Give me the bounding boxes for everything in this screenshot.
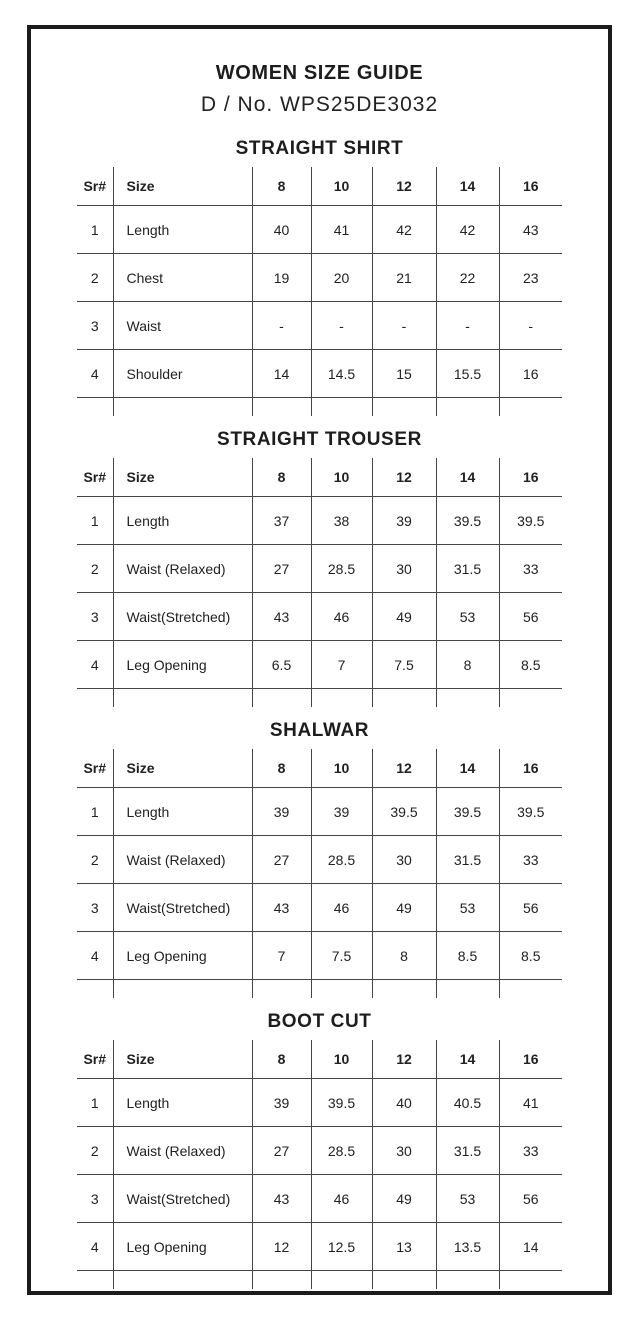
stub-cell xyxy=(311,980,372,999)
table-row xyxy=(77,1175,562,1223)
table-row xyxy=(77,206,562,254)
cell-sr: 1 xyxy=(77,1079,113,1127)
header-cell-size: Size xyxy=(113,458,252,497)
table-row xyxy=(77,350,562,398)
cell-value: 7 xyxy=(311,641,372,689)
stub-cell xyxy=(113,398,252,417)
table-row xyxy=(77,1127,562,1175)
header-cell-size-value: 12 xyxy=(372,1040,436,1079)
cell-measurement-label: Length xyxy=(113,497,252,545)
cell-sr: 2 xyxy=(77,836,113,884)
header-cell-size-value: 8 xyxy=(252,1040,311,1079)
size-section xyxy=(31,1010,608,1289)
section-title: STRAIGHT SHIRT xyxy=(235,138,404,159)
table-stub-row xyxy=(77,689,562,708)
cell-value: 14 xyxy=(252,350,311,398)
cell-value: 15 xyxy=(372,350,436,398)
cell-value: 39 xyxy=(311,788,372,836)
cell-sr: 3 xyxy=(77,302,113,350)
cell-value: 8 xyxy=(436,641,499,689)
cell-sr: 4 xyxy=(77,932,113,980)
table-header-row xyxy=(77,1040,562,1079)
cell-value: 31.5 xyxy=(436,836,499,884)
header-cell-size: Size xyxy=(113,167,252,206)
cell-value: 43 xyxy=(252,593,311,641)
cell-value: 38 xyxy=(311,497,372,545)
cell-value: 39.5 xyxy=(436,788,499,836)
size-section xyxy=(31,137,608,416)
cell-value: 15.5 xyxy=(436,350,499,398)
cell-value: 39 xyxy=(372,497,436,545)
stub-cell xyxy=(436,1271,499,1290)
cell-value: 30 xyxy=(372,836,436,884)
table-row xyxy=(77,1079,562,1127)
cell-measurement-label: Waist (Relaxed) xyxy=(113,1127,252,1175)
cell-value: 46 xyxy=(311,884,372,932)
cell-value: 39.5 xyxy=(436,497,499,545)
stub-cell xyxy=(311,689,372,708)
table-row xyxy=(77,254,562,302)
stub-cell xyxy=(372,1271,436,1290)
cell-value: 28.5 xyxy=(311,545,372,593)
cell-value: 31.5 xyxy=(436,545,499,593)
cell-measurement-label: Leg Opening xyxy=(113,932,252,980)
cell-value: 8 xyxy=(372,932,436,980)
cell-value: 39 xyxy=(252,788,311,836)
cell-value: 46 xyxy=(311,593,372,641)
stub-cell xyxy=(372,689,436,708)
cell-value: 33 xyxy=(499,1127,562,1175)
cell-value: 7.5 xyxy=(311,932,372,980)
header-cell-size-value: 12 xyxy=(372,167,436,206)
cell-value: 19 xyxy=(252,254,311,302)
stub-cell xyxy=(77,689,113,708)
cell-value: 42 xyxy=(436,206,499,254)
header-cell-size-value: 8 xyxy=(252,749,311,788)
header-cell-size-value: 10 xyxy=(311,167,372,206)
cell-value: 28.5 xyxy=(311,836,372,884)
header-cell-size-value: 16 xyxy=(499,458,562,497)
stub-cell xyxy=(372,980,436,999)
cell-value: 41 xyxy=(499,1079,562,1127)
cell-measurement-label: Waist xyxy=(113,302,252,350)
cell-sr: 4 xyxy=(77,641,113,689)
cell-value: 39.5 xyxy=(499,497,562,545)
design-number: D / No. WPS25DE3032 xyxy=(200,93,439,116)
cell-measurement-label: Length xyxy=(113,788,252,836)
cell-value: 8.5 xyxy=(436,932,499,980)
header-cell-sr: Sr# xyxy=(77,749,113,788)
section-title: SHALWAR xyxy=(269,720,370,741)
cell-measurement-label: Leg Opening xyxy=(113,1223,252,1271)
cell-value: 46 xyxy=(311,1175,372,1223)
cell-value: - xyxy=(252,302,311,350)
cell-measurement-label: Waist(Stretched) xyxy=(113,593,252,641)
cell-value: 33 xyxy=(499,545,562,593)
stub-cell xyxy=(77,1271,113,1290)
section-title: STRAIGHT TROUSER xyxy=(217,429,422,450)
cell-measurement-label: Shoulder xyxy=(113,350,252,398)
cell-sr: 1 xyxy=(77,497,113,545)
header-cell-size-value: 14 xyxy=(436,458,499,497)
header-cell-sr: Sr# xyxy=(77,167,113,206)
cell-sr: 1 xyxy=(77,206,113,254)
cell-value: 56 xyxy=(499,884,562,932)
cell-value: 30 xyxy=(372,1127,436,1175)
table-header-row xyxy=(77,749,562,788)
cell-value: - xyxy=(499,302,562,350)
cell-value: 43 xyxy=(499,206,562,254)
cell-value: 27 xyxy=(252,836,311,884)
cell-measurement-label: Waist(Stretched) xyxy=(113,884,252,932)
cell-measurement-label: Chest xyxy=(113,254,252,302)
header-cell-size-value: 16 xyxy=(499,167,562,206)
size-tables-container xyxy=(31,137,608,1289)
cell-value: - xyxy=(436,302,499,350)
cell-measurement-label: Leg Opening xyxy=(113,641,252,689)
stub-cell xyxy=(252,980,311,999)
header-cell-size-value: 12 xyxy=(372,749,436,788)
cell-value: 40.5 xyxy=(436,1079,499,1127)
cell-value: 8.5 xyxy=(499,641,562,689)
cell-value: 43 xyxy=(252,1175,311,1223)
cell-value: 49 xyxy=(372,884,436,932)
header-cell-size: Size xyxy=(113,1040,252,1079)
cell-value: 7.5 xyxy=(372,641,436,689)
cell-value: 42 xyxy=(372,206,436,254)
header-cell-size-value: 14 xyxy=(436,167,499,206)
cell-sr: 3 xyxy=(77,593,113,641)
cell-value: 41 xyxy=(311,206,372,254)
table-stub-row xyxy=(77,980,562,999)
cell-value: 53 xyxy=(436,593,499,641)
table-header-row xyxy=(77,458,562,497)
header-cell-sr: Sr# xyxy=(77,1040,113,1079)
header-cell-size-value: 16 xyxy=(499,1040,562,1079)
cell-value: 13 xyxy=(372,1223,436,1271)
cell-sr: 1 xyxy=(77,788,113,836)
table-row xyxy=(77,932,562,980)
cell-measurement-label: Waist(Stretched) xyxy=(113,1175,252,1223)
cell-value: 20 xyxy=(311,254,372,302)
cell-value: 22 xyxy=(436,254,499,302)
cell-sr: 4 xyxy=(77,350,113,398)
cell-value: 14 xyxy=(499,1223,562,1271)
header-cell-size-value: 16 xyxy=(499,749,562,788)
cell-value: 7 xyxy=(252,932,311,980)
stub-cell xyxy=(252,1271,311,1290)
cell-sr: 2 xyxy=(77,545,113,593)
cell-value: - xyxy=(311,302,372,350)
cell-value: 53 xyxy=(436,1175,499,1223)
cell-value: 27 xyxy=(252,1127,311,1175)
cell-measurement-label: Waist (Relaxed) xyxy=(113,545,252,593)
cell-value: 14.5 xyxy=(311,350,372,398)
table-stub-row xyxy=(77,1271,562,1290)
header-cell-size-value: 8 xyxy=(252,458,311,497)
header-cell-size-value: 12 xyxy=(372,458,436,497)
table-row xyxy=(77,836,562,884)
cell-value: 37 xyxy=(252,497,311,545)
stub-cell xyxy=(252,398,311,417)
cell-value: 56 xyxy=(499,593,562,641)
table-row xyxy=(77,497,562,545)
size-table xyxy=(77,458,562,707)
cell-value: 39.5 xyxy=(372,788,436,836)
table-row xyxy=(77,884,562,932)
cell-value: 40 xyxy=(252,206,311,254)
header-cell-size-value: 8 xyxy=(252,167,311,206)
table-row xyxy=(77,788,562,836)
size-section xyxy=(31,719,608,998)
table-stub-row xyxy=(77,398,562,417)
stub-cell xyxy=(113,1271,252,1290)
cell-value: 39.5 xyxy=(311,1079,372,1127)
stub-cell xyxy=(436,980,499,999)
header-cell-size-value: 10 xyxy=(311,749,372,788)
cell-value: 40 xyxy=(372,1079,436,1127)
cell-value: 43 xyxy=(252,884,311,932)
page-title: WOMEN SIZE GUIDE xyxy=(215,62,424,84)
stub-cell xyxy=(372,398,436,417)
cell-value: 6.5 xyxy=(252,641,311,689)
header-cell-size-value: 14 xyxy=(436,1040,499,1079)
cell-value: 39.5 xyxy=(499,788,562,836)
stub-cell xyxy=(113,980,252,999)
header-cell-size-value: 10 xyxy=(311,1040,372,1079)
size-table xyxy=(77,1040,562,1289)
stub-cell xyxy=(499,980,562,999)
cell-sr: 2 xyxy=(77,254,113,302)
size-table xyxy=(77,749,562,998)
stub-cell xyxy=(113,689,252,708)
cell-value: 53 xyxy=(436,884,499,932)
cell-value: 12 xyxy=(252,1223,311,1271)
stub-cell xyxy=(499,398,562,417)
stub-cell xyxy=(436,398,499,417)
header-cell-size-value: 14 xyxy=(436,749,499,788)
cell-value: 49 xyxy=(372,1175,436,1223)
cell-value: 31.5 xyxy=(436,1127,499,1175)
table-row xyxy=(77,593,562,641)
cell-value: 16 xyxy=(499,350,562,398)
cell-value: - xyxy=(372,302,436,350)
cell-value: 33 xyxy=(499,836,562,884)
table-row xyxy=(77,302,562,350)
cell-measurement-label: Waist (Relaxed) xyxy=(113,836,252,884)
table-header-row xyxy=(77,167,562,206)
cell-sr: 3 xyxy=(77,1175,113,1223)
cell-value: 30 xyxy=(372,545,436,593)
header-cell-sr: Sr# xyxy=(77,458,113,497)
cell-value: 56 xyxy=(499,1175,562,1223)
cell-value: 8.5 xyxy=(499,932,562,980)
size-table xyxy=(77,167,562,416)
stub-cell xyxy=(311,1271,372,1290)
cell-sr: 3 xyxy=(77,884,113,932)
cell-sr: 4 xyxy=(77,1223,113,1271)
stub-cell xyxy=(77,398,113,417)
outer-border-frame xyxy=(27,25,612,1295)
stub-cell xyxy=(499,689,562,708)
table-row xyxy=(77,641,562,689)
cell-sr: 2 xyxy=(77,1127,113,1175)
section-title: BOOT CUT xyxy=(267,1011,372,1032)
cell-measurement-label: Length xyxy=(113,206,252,254)
header-cell-size-value: 10 xyxy=(311,458,372,497)
stub-cell xyxy=(77,980,113,999)
header-cell-size: Size xyxy=(113,749,252,788)
cell-value: 21 xyxy=(372,254,436,302)
stub-cell xyxy=(252,689,311,708)
size-section xyxy=(31,428,608,707)
cell-value: 12.5 xyxy=(311,1223,372,1271)
stub-cell xyxy=(311,398,372,417)
cell-value: 39 xyxy=(252,1079,311,1127)
cell-value: 27 xyxy=(252,545,311,593)
cell-value: 13.5 xyxy=(436,1223,499,1271)
table-row xyxy=(77,545,562,593)
stub-cell xyxy=(436,689,499,708)
table-row xyxy=(77,1223,562,1271)
cell-value: 28.5 xyxy=(311,1127,372,1175)
cell-measurement-label: Length xyxy=(113,1079,252,1127)
cell-value: 23 xyxy=(499,254,562,302)
stub-cell xyxy=(499,1271,562,1290)
cell-value: 49 xyxy=(372,593,436,641)
